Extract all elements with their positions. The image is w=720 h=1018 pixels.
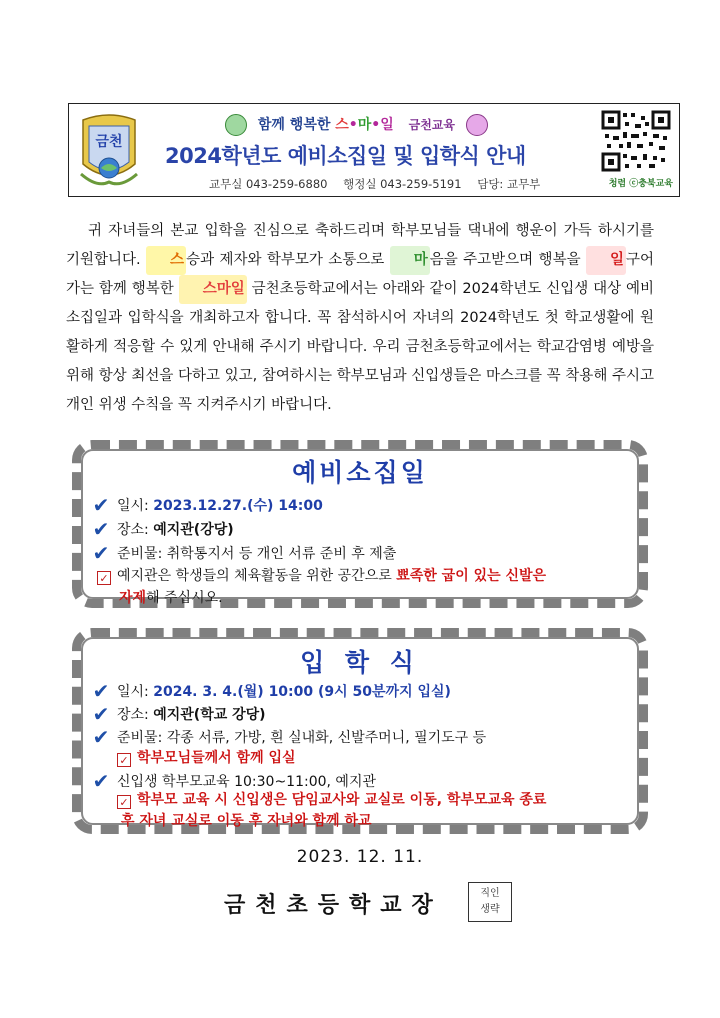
intro-text-2: 승과 제자와 학부모가 소통으로 <box>186 252 385 268</box>
items-label: 준비물: <box>117 730 163 746</box>
edu-label: 신입생 학부모교육 10:30~11:00, 예지관 <box>117 774 376 790</box>
items-label: 준비물: <box>117 546 163 562</box>
badge-s: 스 <box>146 246 186 275</box>
slogan-il: 일 <box>380 117 394 133</box>
header-box <box>68 103 680 197</box>
logo-text: 금천 <box>95 134 123 150</box>
check-icon: ✔ <box>92 493 110 517</box>
check-icon: ✔ <box>92 702 110 726</box>
slogan-dot2: • <box>371 117 381 133</box>
qr-caption: 청렴 ⓒ충북교육 <box>608 179 673 189</box>
preliminary-date-row <box>91 493 323 517</box>
slogan <box>219 114 494 136</box>
preliminary-items-row <box>91 541 396 565</box>
badge-m: 마 <box>390 246 430 275</box>
note-prefix: 예지관은 학생들의 체육활동을 위한 공간으로 <box>117 568 392 584</box>
slogan-dot1: • <box>348 117 358 133</box>
mascot-icon <box>466 114 488 136</box>
mascot-icon <box>225 114 247 136</box>
intro-text-1: 귀 자녀들의 본교 입학을 진심으로 축하드리며 학부모님들 댁내에 행운이 가득 하시기를 기원합니다. <box>66 223 654 268</box>
slogan-edu: 금천교육 <box>408 118 455 132</box>
intro-text-5: 금천초등학교에서는 아래와 같이 2024학년도 신입생 대상 예비소집일과 입학식을 개최하고자 합니다. 꼭 참석하시어 자녀의 2024학년도 첫 학교생활에 원활하게 적응할 수 있게 안내해 주시기 바랍니다. 우리 금천초등학교에서는 학교감염병 예방을 위해 항상 최선을 다하고 있고, 참여하시는 학부모님과 신입생들은 마스크를 꼭 착용해 주시고 개인 위생 수칙을 꼭 지켜주시기 바랍니다. <box>66 281 655 413</box>
stamp-line-1: 직인 <box>480 888 500 899</box>
date-value: 2024. 3. 4.(월) 10:00 (9시 50분까지 입실) <box>153 684 451 700</box>
items-value: 각종 서류, 가방, 흰 실내화, 신발주머니, 필기도구 등 <box>166 730 487 746</box>
note-red-1: 뾰족한 굽이 있는 신발은 <box>396 568 547 584</box>
ceremony-edu-note <box>117 790 546 832</box>
parents-note: 학부모님들께서 함께 입실 <box>137 750 296 766</box>
school-logo-icon <box>77 112 141 190</box>
badge-il: 일 <box>586 246 626 275</box>
edu-note-2: 후 자녀 교실로 이동 후 자녀와 함께 하교 <box>121 813 372 829</box>
note-suffix: 해 주십시오. <box>146 590 223 606</box>
slogan-m: 마 <box>357 117 372 133</box>
checkbox-icon: ✓ <box>117 753 131 767</box>
official-stamp <box>468 882 512 922</box>
check-icon: ✔ <box>92 679 110 703</box>
ceremony-items-row <box>91 725 486 749</box>
place-label: 장소: <box>117 707 149 723</box>
qr-code-icon <box>601 110 671 172</box>
ceremony-place-row <box>91 702 266 726</box>
contact-office: 교무실 043-259-6880 <box>209 177 328 191</box>
slogan-prefix: 함께 행복한 <box>257 117 331 133</box>
page-title: 2024학년도 예비소집일 및 입학식 안내 <box>165 144 526 168</box>
check-icon: ✔ <box>92 541 110 565</box>
place-value: 예지관(강당) <box>153 522 234 538</box>
slogan-s: 스 <box>335 117 349 133</box>
document-date: 2023. 12. 11. <box>296 847 424 867</box>
contact-info <box>209 176 552 192</box>
check-icon: ✔ <box>92 769 110 793</box>
ceremony-date-row <box>91 679 451 703</box>
checkbox-icon: ✓ <box>117 795 131 809</box>
intro-text-4: 구어가는 함께 행복한 <box>66 252 655 297</box>
edu-note-1: 학부모 교육 시 신입생은 담임교사와 교실로 이동, 학부모교육 종료 <box>137 792 547 808</box>
preliminary-title: 예비소집일 <box>292 458 428 487</box>
preliminary-place-row <box>91 517 234 541</box>
date-label: 일시: <box>117 498 149 514</box>
items-value: 취학통지서 등 개인 서류 준비 후 제출 <box>166 546 397 562</box>
ceremony-box <box>72 628 648 834</box>
contact-admin: 행정실 043-259-5191 <box>343 177 462 191</box>
note-red-2: 자제 <box>119 590 147 606</box>
intro-paragraph <box>66 217 654 420</box>
contact-person: 담당: 교무부 <box>477 177 541 191</box>
badge-smile: 스마일 <box>179 275 247 304</box>
preliminary-box <box>72 440 648 608</box>
check-icon: ✔ <box>92 517 110 541</box>
preliminary-note-row <box>97 565 637 609</box>
check-icon: ✔ <box>92 725 110 749</box>
place-value: 예지관(학교 강당) <box>153 707 266 723</box>
ceremony-parents-row <box>117 747 296 767</box>
date-label: 일시: <box>117 684 149 700</box>
place-label: 장소: <box>117 522 149 538</box>
stamp-line-2: 생략 <box>480 904 500 915</box>
ceremony-title: 입 학 식 <box>300 648 420 677</box>
date-value: 2023.12.27.(수) 14:00 <box>153 498 323 514</box>
intro-text-3: 음을 주고받으며 행복을 <box>429 252 581 268</box>
checkbox-icon: ✓ <box>97 571 111 585</box>
principal-name: 금천초등학교장 <box>224 893 443 918</box>
